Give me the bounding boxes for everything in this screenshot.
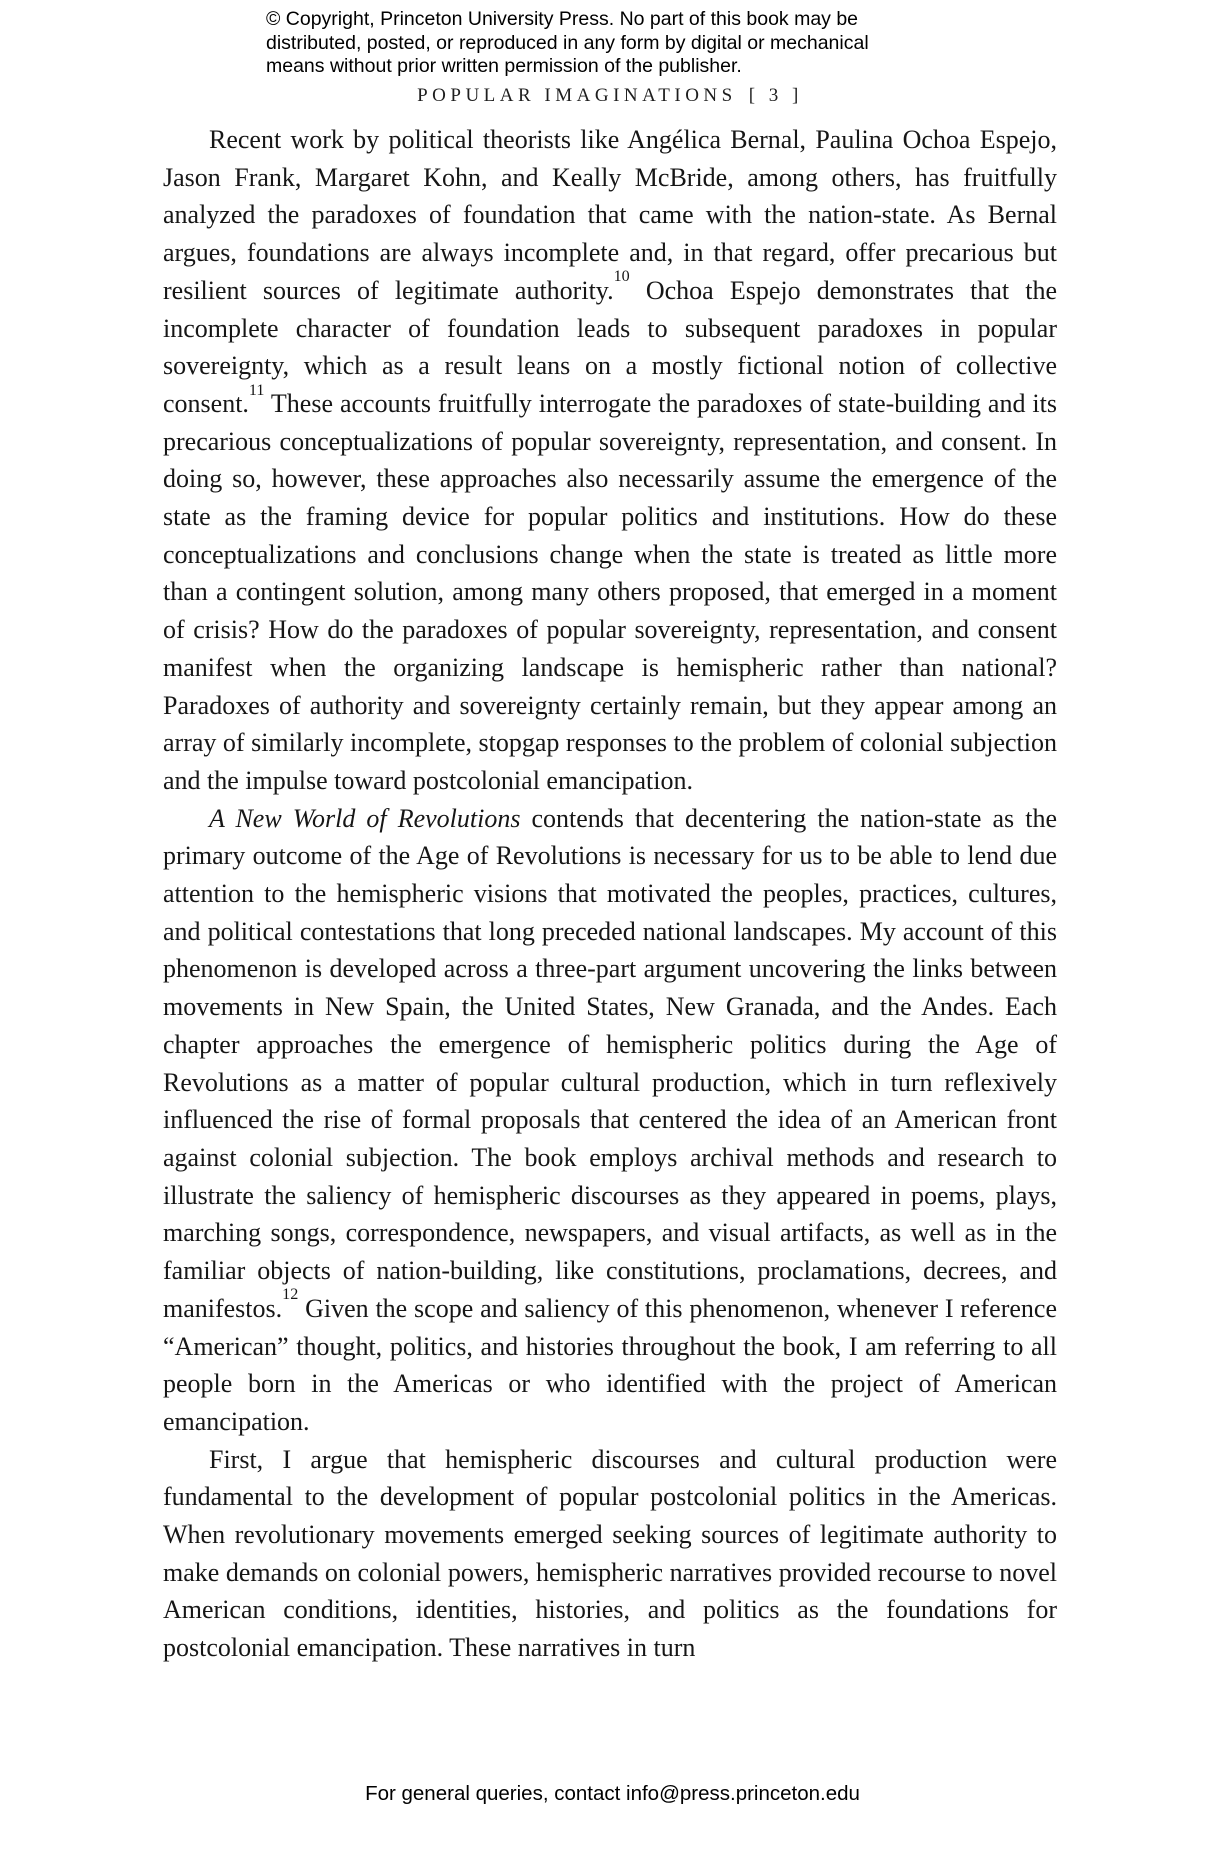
footer-text: For general queries, contact [365, 1782, 627, 1805]
paragraph-1-text: Recent work by political theorists like Angélica Bernal, Paulina Ochoa Espejo, Jason Frank, Margaret Kohn, and Keally McBride, among others, has fruitfully analyzed the paradoxes of foundation that came with the nation-state. As Bernal argues, foundations are always incomplete and, in that regard, offer precarious but resilient sources of legitimate authority. [163, 125, 1057, 305]
paragraph-3 [163, 1441, 1057, 1667]
contact-email-link[interactable]: info@press.princeton.edu [626, 1782, 860, 1805]
running-head-title: POPULAR IMAGINATIONS [417, 85, 737, 106]
copyright-notice [266, 8, 869, 79]
paragraph-2 [163, 800, 1057, 1441]
copyright-line-2: distributed, posted, or reproduced in any form by digital or mechanical [266, 31, 869, 54]
copyright-line-3: means without prior written permission of the publisher. [266, 55, 742, 77]
page-footer [0, 1782, 1225, 1806]
copyright-line-1: © Copyright, Princeton University Press. No part of this book may be [266, 8, 859, 30]
body-text [163, 121, 1057, 1667]
footnote-ref-11: 11 [248, 381, 265, 399]
book-title: A New World of Revolutions [209, 803, 521, 833]
paragraph-1-text: These accounts fruitfully interrogate the paradoxes of state-building and its precarious conceptualizations of popular sovereignty, representation, and consent. In doing so, however, these approaches also necessarily assume the emergence of the state as the framing device for popular politics and institutions. How do these conceptualizations and conclusions change when the state is treated as little more than a contingent solution, among many others proposed, that emerged in a moment of crisis? How do the paradoxes of popular sovereignty, representation, and consent manifest when the organizing landscape is hemispheric rather than national? Paradoxes of authority and sovereignty certainly remain, but they appear among an array of similarly incomplete, stopgap responses to the problem of colonial subjection and the impulse toward postcolonial emancipation. [163, 388, 1057, 795]
page-number-folio: [ 3 ] [748, 85, 803, 106]
paragraph-2-text: Given the scope and saliency of this phenomenon, whenever I reference “American” thought, politics, and histories throughout the book, I am referring to all people born in the Americas or who identified with the project of American emancipation. [163, 1293, 1057, 1436]
paragraph-1 [163, 121, 1057, 800]
footnote-ref-10: 10 [613, 268, 630, 286]
running-head [163, 85, 1057, 107]
paragraph-3-text: First, I argue that hemispheric discourses and cultural production were fundamental to the development of popular postcolonial politics in the Americas. When revolutionary movements emerged seeking sources of legitimate authority to make demands on colonial powers, hemispheric narratives provided recourse to novel American conditions, identities, histories, and politics as the foundations for postcolonial emancipation. These narratives in turn [163, 1444, 1057, 1663]
paragraph-1-text: Ochoa Espejo demonstrates that the incomplete character of foundation leads to subsequent paradoxes in popular sovereignty, which as a result leans on a mostly fictional notion of collective consent. [163, 275, 1057, 418]
paragraph-2-text: contends that decentering the nation-state as the primary outcome of the Age of Revolutions is necessary for us to be able to lend due attention to the hemispheric visions that motivated the peoples, practices, cultures, and political contestations that long preceded national landscapes. My account of this phenomenon is developed across a three-part argument uncovering the links between movements in New Spain, the United States, New Granada, and the Andes. Each chapter approaches the emergence of hemispheric politics during the Age of Revolutions as a matter of popular cultural production, which in turn reflexively influenced the rise of formal proposals that centered the idea of an American front against colonial subjection. The book employs archival methods and research to illustrate the saliency of hemispheric discourses as they appeared in poems, plays, marching songs, correspondence, newspapers, and visual artifacts, as well as in the familiar objects of nation-building, like constitutions, proclamations, decrees, and manifestos. [163, 803, 1057, 1323]
footnote-ref-12: 12 [282, 1286, 299, 1304]
